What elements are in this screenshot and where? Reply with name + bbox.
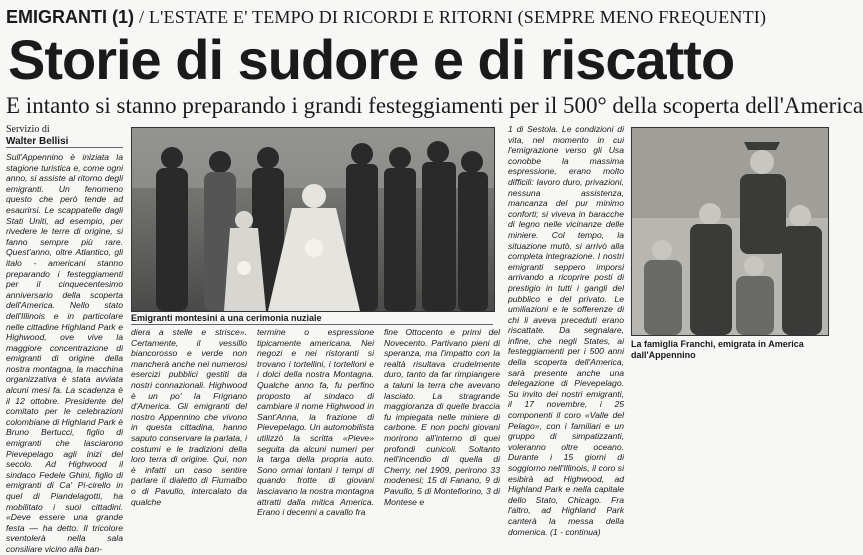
byline: [6, 124, 126, 148]
column-text: fine Ottocento e primi del Novecento. Partivano pieni di speranza, ma l'impatto con la realtà risultava crudelmente duro, tanto da far rimpiangere a taluni la terra che avevano lasciato. La stragrande maggioranza di quelle braccia fu impiegata nelle miniere di carbone. E non pochi giovani morirono all'interno di quei profondi cunicoli. Soltanto nell'incendio di quella di Cherry, nel 1909, perirono 33 modenesi; 15 di Fanano, 9 di Pavullo, 5 di Montefiorino, 3 di Montese e: [384, 327, 500, 507]
column-text: diera a stelle e strisce». Certamente, il vessillo biancorosso e verde non mancherà anche nei numerosi esercizi pubblici gestiti da nostri connazionali. Highwood è un po' la Frignano d'America. Gli emigranti del nostro Appennino che vivono in questa cittadina, hanno saputo conservare la parlata, i costumi e le tradizioni della loro terra di origine. Qui, non è infatti un caso sentire parlare il dialetto di Fiumalbo o di Pavullo, intercalato da qualche: [131, 327, 247, 507]
wedding-photo: [131, 127, 495, 312]
wedding-photo-caption: Emigranti montesini a una cerimonia nuziale: [131, 313, 322, 323]
subhead: E intanto si stanno preparando i grandi festeggiamenti per il 500° della scoperta dell'America: [6, 93, 863, 118]
caption-rule: [131, 324, 493, 325]
article-column-1: [6, 152, 123, 554]
column-text: termine o espressione tipicamente americana. Nei negozi e nei ristoranti si trovano i tortellini, i tortelloni e i dolci della nostra Montagna. Qualche anno fa, fu perfino proposto al sindaco di cambiare il nome Highwood in Sant'Anna, la frazione di Pievepelago. Un automobilista utilizzò la scritta «Pieve» seguita da alcuni numeri per la targa della propria auto. Sono ormai lontani i tempi di quando frotte di giovani lasciavano la nostra montagna attratti dalla mitica America. Erano i decenni a cavallo fra: [257, 327, 374, 518]
article-column-5: [508, 124, 624, 537]
family-photo-image: [632, 128, 828, 335]
byline-author: Walter Bellisi: [6, 136, 69, 147]
column-text: Sull'Appennino è iniziata la stagione turistica e, come ogni anno, si assiste al ritorno degli emigranti. Un fenomeno questo che però tende ad esaurirsi. Le scappatelle dagli Stati Uniti, ad esempio, per rivedere le terre di origine, si fanno sempre più rare. Quest'anno, oltre Atlantico, gli italo - americani stanno preparando i festeggiamenti per il cinquecentesimo anniversario della scoperta dell'America. Nello stato dell'Illinois e in particolare nelle cittadine Highland Park e Highwood, ove vive la maggiore concentrazione di emigranti di origine della nostra montagna, la macchina organizzativa è stata avviata alcuni mesi fa. La scadenza è il 12 ottobre. Presidente del comitato per le celebrazioni colombiane di Highland Park è Bruno Bertucci, figlio di emigranti che lasciarono Pievepelago agli inizi del secolo. Ad Highwood il sindaco Fedele Ghini, figlio di emigranti di Ca' Pi-cirello in quel di Piandelagotti, ha mobilitato i suoi cittadini. «Deve essere una grande festa — ha detto. Il tricolore sventolerà nella sala consiliare vicino alla ban-: [6, 152, 123, 554]
family-photo-caption: La famiglia Franchi, emigrata in America dall'Appennino: [631, 339, 804, 360]
article-column-3: [257, 327, 374, 518]
article-column-4: [384, 327, 500, 507]
article-column-2: [131, 327, 247, 507]
column-text: 1 di Sestola. Le condizioni di vita, nel momento in cui l'emigrazione verso gli Usa conobbe la massima espressione, erano molto difficili: lavoro duro, privazioni, nessuna assistenza, mancanza del pur minimo conforti; si viveva in baracche di legno nelle vicinanze delle miniere. Col tempo, la situazione mutò, si arrivò alla completa integrazione. I nostri emigranti seppero imporsi arrivando a ricoprire posti di prestigio in tutti i gangli del pubblico e del privato. Le umiliazioni e le sofferenze di chi li aveva preceduti erano riscattate. Da segnalare, infine, che negli States, ai festeggiamenti per i 500 anni della scoperta dell'America, sarà presente anche una delegazione di Pievepelago. Su invito dei nostri emigranti, il 17 novembre, i 25 componenti il coro «Valle del Pelago», con i familiari e un gruppo di simpatizzanti, voleranno oltre oceano. Durante i 15 giorni di soggiorno nell'Illinois, il coro si esibirà ad Highwood, ad Highland Park e nella capitale dello Stato, Chicago. Fra l'altro, ad Highland Park canterà la messa della domenica. (1 - continua): [508, 124, 624, 537]
kicker-series: EMIGRANTI (1): [6, 7, 134, 27]
family-photo: [631, 127, 829, 336]
wedding-photo-image: [132, 128, 494, 311]
byline-rule: [6, 147, 123, 148]
byline-label: Servizio di: [6, 124, 50, 135]
headline: Storie di sudore e di riscatto: [8, 28, 735, 91]
kicker: [6, 6, 832, 28]
kicker-theme: / L'ESTATE E' TEMPO DI RICORDI E RITORNI (SEMPRE MENO FREQUENTI): [139, 7, 767, 27]
